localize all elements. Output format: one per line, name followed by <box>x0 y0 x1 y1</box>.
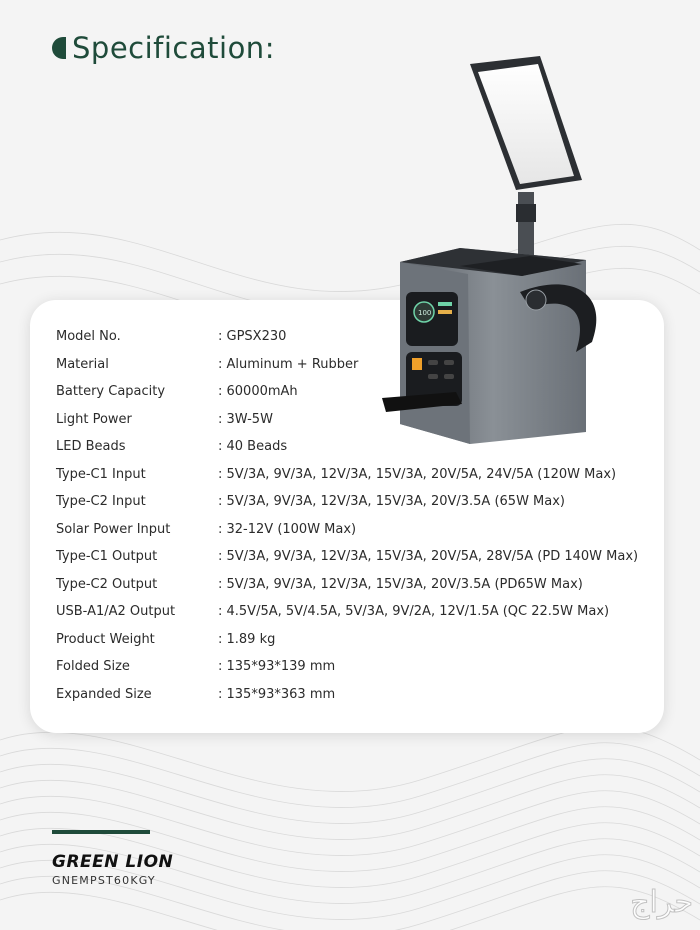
spec-row <box>56 571 638 599</box>
spec-label: Expanded Size <box>56 686 152 702</box>
brand-logo: GREEN LION <box>52 852 174 872</box>
spec-row <box>56 653 638 681</box>
heading-text: Specification: <box>72 31 275 65</box>
spec-value: : 135*93*139 mm <box>218 659 336 675</box>
device-screen-value: 100 <box>418 309 432 317</box>
title-marker-icon <box>52 37 66 59</box>
spec-row <box>56 681 638 709</box>
spec-label: Product Weight <box>56 631 155 647</box>
product-code: GNEMPST60KGY <box>52 874 156 887</box>
spec-value: : 60000mAh <box>218 384 298 400</box>
spec-label: Battery Capacity <box>56 384 166 400</box>
spec-label: LED Beads <box>56 439 126 455</box>
spec-value: : 135*93*363 mm <box>218 686 336 702</box>
spec-row <box>56 516 638 544</box>
spec-value: : 32-12V (100W Max) <box>218 521 357 537</box>
spec-value: : 4.5V/5A, 5V/4.5A, 5V/3A, 9V/2A, 12V/1.5A (QC 22.5W Max) <box>218 604 610 620</box>
spec-value: : GPSX230 <box>218 329 287 345</box>
spec-label: Solar Power Input <box>56 521 171 537</box>
spec-value: : 3W-5W <box>218 411 273 427</box>
spec-value: : 1.89 kg <box>218 631 276 647</box>
spec-value: : Aluminum + Rubber <box>218 356 359 372</box>
page-title <box>52 28 275 68</box>
spec-value: : 5V/3A, 9V/3A, 12V/3A, 15V/3A, 20V/5A, 28V/5A (PD 140W Max) <box>218 549 639 565</box>
spec-label: Folded Size <box>56 659 130 675</box>
spec-label: Material <box>56 356 109 372</box>
spec-label: USB-A1/A2 Output <box>56 604 176 620</box>
spec-label: Light Power <box>56 411 132 427</box>
spec-row <box>56 598 638 626</box>
spec-row <box>56 461 638 489</box>
spec-value: : 5V/3A, 9V/3A, 12V/3A, 15V/3A, 20V/3.5A (PD65W Max) <box>218 576 583 592</box>
spec-value: : 5V/3A, 9V/3A, 12V/3A, 15V/3A, 20V/5A, 24V/5A (120W Max) <box>218 466 617 482</box>
spec-label: Model No. <box>56 329 121 345</box>
spec-label: Type-C1 Input <box>56 466 146 482</box>
spec-label: Type-C2 Input <box>56 494 146 510</box>
spec-row <box>56 488 638 516</box>
spec-label: Type-C2 Output <box>56 576 158 592</box>
power-station-product-image <box>370 52 610 452</box>
spec-row <box>56 626 638 654</box>
brand-divider <box>52 830 150 834</box>
haraj-watermark-logo <box>505 880 695 920</box>
spec-row <box>56 543 638 571</box>
watermark-text: حراج <box>630 885 693 920</box>
spec-value: : 40 Beads <box>218 439 288 455</box>
spec-label: Type-C1 Output <box>56 549 158 565</box>
spec-value: : 5V/3A, 9V/3A, 12V/3A, 15V/3A, 20V/3.5A (65W Max) <box>218 494 566 510</box>
